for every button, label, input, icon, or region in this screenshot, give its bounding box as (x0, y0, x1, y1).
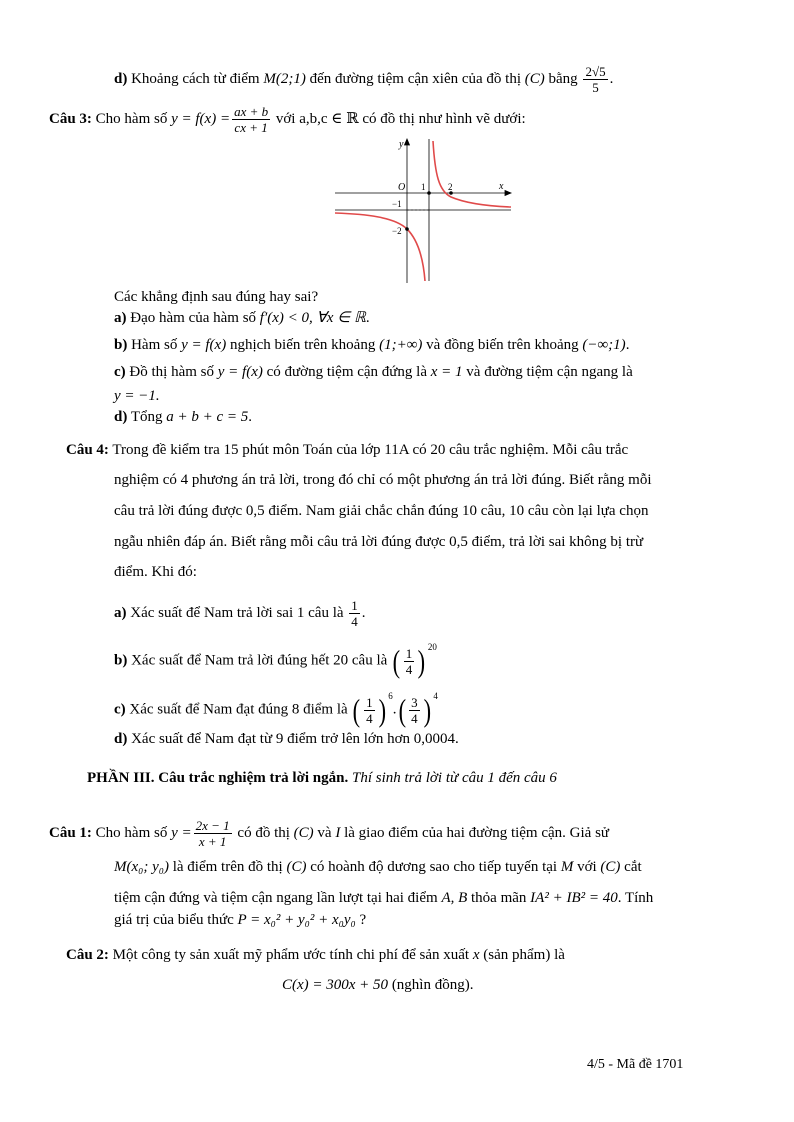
fraction: $\frac{1}{4}$ (351, 598, 358, 629)
function-graph (335, 135, 515, 285)
svg-text:y: y (399, 139, 404, 150)
q4-stem-line2: nghiệm có 4 phương án trả lời, trong đó chỉ có một phương án trả lời đúng. Biết rằng mỗi (114, 472, 652, 488)
q3-stem: Câu 3: Cho hàm số y = f(x) = $\frac{ax + b}{cx + 1}$ với a,b,c ∈ ℝ có đồ thị như hình vẽ dưới: (49, 104, 526, 135)
svg-text:O: O (398, 182, 406, 193)
q3-option-b: b) Hàm số y = f(x) nghịch biến trên khoảng (1;+∞) và đồng biến trên khoảng (−∞;1). (114, 337, 630, 353)
p3-q1-line4: giá trị của biểu thức P = x₀² + y₀² + x₀y₀ ? (114, 912, 367, 928)
q3-option-d: d) Tổng a + b + c = 5. (114, 409, 253, 425)
svg-text:2: 2 (448, 182, 453, 192)
fraction: $\frac{2√5}{5}$ (585, 64, 606, 95)
svg-text:1: 1 (421, 182, 426, 192)
q4-stem-line3: câu trả lời đúng được 0,5 điểm. Nam giải chắc chắn đúng 10 câu, 10 câu còn lại lựa chọn (114, 503, 649, 519)
q2-option-d: d) Khoảng cách từ điểm M(2;1) đến đường tiệm cận xiên của đồ thị (C) bằng $\frac{2√5}{5}$ . (114, 64, 614, 95)
q4-option-a: a) Xác suất để Nam trả lời sai 1 câu là $\frac{1}{4}$ . (114, 598, 366, 629)
svg-text:−2: −2 (392, 226, 402, 236)
q3-prompt: Các khẳng định sau đúng hay sai? (114, 289, 319, 305)
q4-option-b: b) Xác suất để Nam trả lời đúng hết 20 câu là ( $\frac{1}{4}$ ) $^{20}$ (114, 642, 437, 679)
right-branch (433, 141, 511, 207)
svg-text:x: x (499, 181, 504, 192)
p3-q2-formula: C(x) = 300x + 50 (nghìn đồng). (282, 977, 474, 993)
fraction: $\frac{ax + b}{cx + 1}$ (234, 104, 269, 135)
q4-stem-line4: ngẫu nhiên đáp án. Biết rằng mỗi câu trả lời đúng được 0,5 điểm, trả lời sai không bị trừ (114, 534, 644, 550)
q4-option-c: c) Xác suất để Nam đạt đúng 8 điểm là ( $\frac{1}{4}$ ) $^6$. ( $\frac{3}{4}$ ) $^4$ (114, 691, 438, 728)
page-footer: 4/5 - Mã đề 1701 (587, 1057, 684, 1072)
svg-text:−1: −1 (392, 199, 402, 209)
x-arrow-icon (505, 191, 511, 196)
q3-option-c-cont: y = −1. (114, 388, 160, 404)
q3-option-a: a) Đạo hàm của hàm số f′(x) < 0, ∀x ∈ ℝ. (114, 310, 370, 326)
y-arrow-icon (405, 139, 410, 145)
p3-q1-line2: M(x₀; y₀) là điểm trên đồ thị (C) có hoành độ dương sao cho tiếp tuyến tại M với (C) cắt (114, 859, 642, 875)
q4-stem-line5: điểm. Khi đó: (114, 564, 197, 580)
fraction: $\frac{2x - 1}{x + 1}$ (195, 818, 230, 849)
left-branch (335, 213, 425, 281)
p3-q2-line1: Câu 2: Một công ty sản xuất mỹ phẩm ước tính chi phí để sản xuất x (sản phẩm) là (66, 947, 565, 963)
q4-option-d: d) Xác suất để Nam đạt từ 9 điểm trở lên lớn hơn 0,0004. (114, 731, 459, 747)
p3-q1-line1: Câu 1: Cho hàm số y = $\frac{2x - 1}{x + 1}$ có đồ thị (C) và I là giao điểm của hai đường tiệm cận. Giả sử (49, 818, 610, 849)
q4-stem-line1: Câu 4: Trong đề kiểm tra 15 phút môn Toán của lớp 11A có 20 câu trắc nghiệm. Mỗi câu trắc (66, 442, 629, 458)
q3-option-c: c) Đồ thị hàm số y = f(x) có đường tiệm cận đứng là x = 1 và đường tiệm cận ngang là (114, 364, 633, 380)
p3-q1-line3: tiệm cận đứng và tiệm cận ngang lần lượt tại hai điểm A, B thỏa mãn IA² + IB² = 40. Tính (114, 890, 654, 906)
part3-heading: PHẦN III. Câu trắc nghiệm trả lời ngắn. Thí sinh trả lời từ câu 1 đến câu 6 (87, 770, 557, 786)
